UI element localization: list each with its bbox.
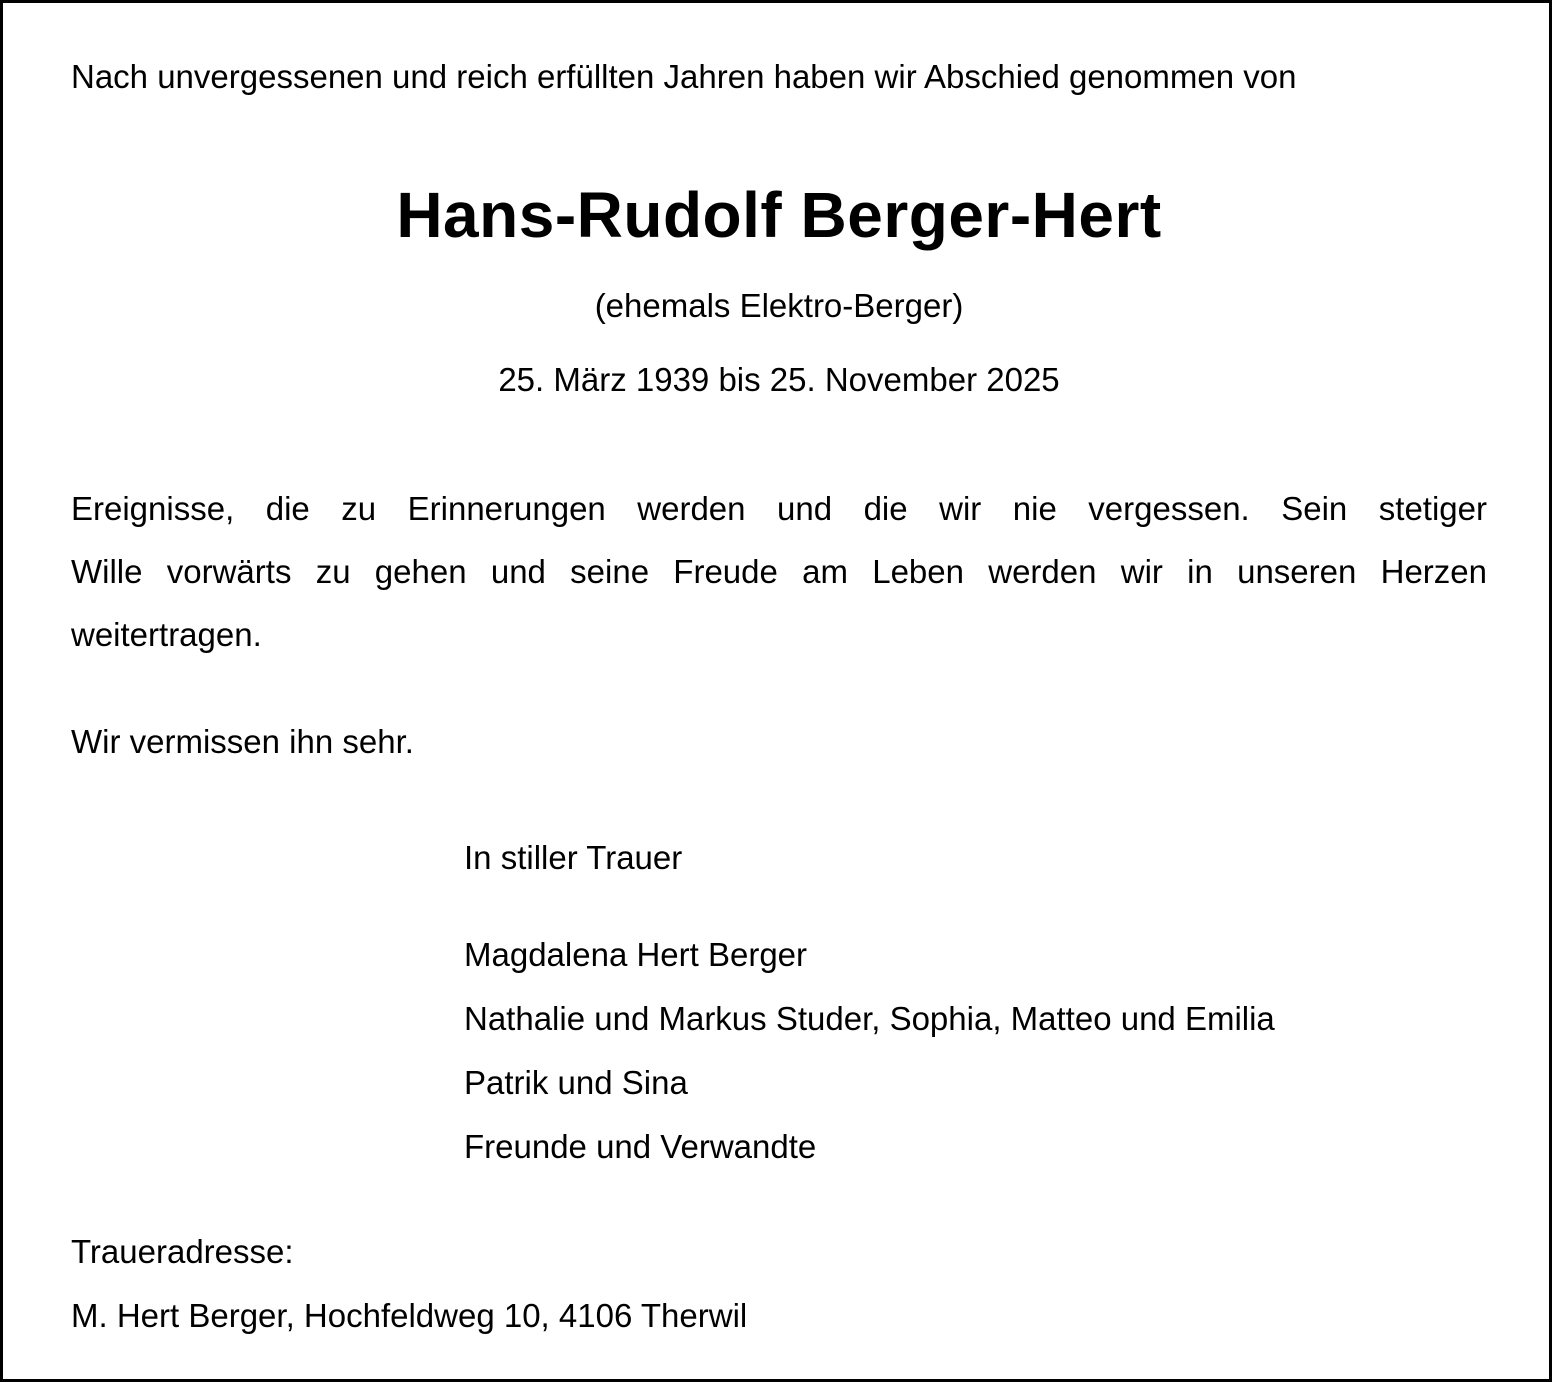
mourning-heading: In stiller Trauer xyxy=(464,839,683,876)
mourner-item: Nathalie und Markus Studer, Sophia, Matteo und Emilia xyxy=(464,1000,1275,1037)
intro-text: Nach unvergessenen und reich erfüllten Jahren haben wir Abschied genommen von xyxy=(71,58,1297,95)
message-line: Wille vorwärts zu gehen und seine Freude am Leben werden wir in unseren Herzen xyxy=(71,553,1487,590)
deceased-name: Hans-Rudolf Berger-Hert xyxy=(396,179,1162,251)
life-dates: 25. März 1939 bis 25. November 2025 xyxy=(498,361,1060,398)
mourner-item: Freunde und Verwandte xyxy=(464,1128,817,1165)
memorial-message xyxy=(71,477,1487,666)
message-line: Ereignisse, die zu Erinnerungen werden und die wir nie vergessen. Sein stetiger xyxy=(71,490,1487,527)
mourner-item: Magdalena Hert Berger xyxy=(464,936,808,973)
mourner-item: Patrik und Sina xyxy=(464,1064,688,1101)
formerly-note: (ehemals Elektro-Berger) xyxy=(594,287,964,324)
message-line: weitertragen. xyxy=(71,616,262,653)
closing-text: Wir vermissen ihn sehr. xyxy=(71,723,414,760)
address-label: Traueradresse: xyxy=(71,1233,294,1270)
mourners-list xyxy=(464,923,1275,1179)
mourning-address: M. Hert Berger, Hochfeldweg 10, 4106 Therwil xyxy=(71,1297,748,1334)
